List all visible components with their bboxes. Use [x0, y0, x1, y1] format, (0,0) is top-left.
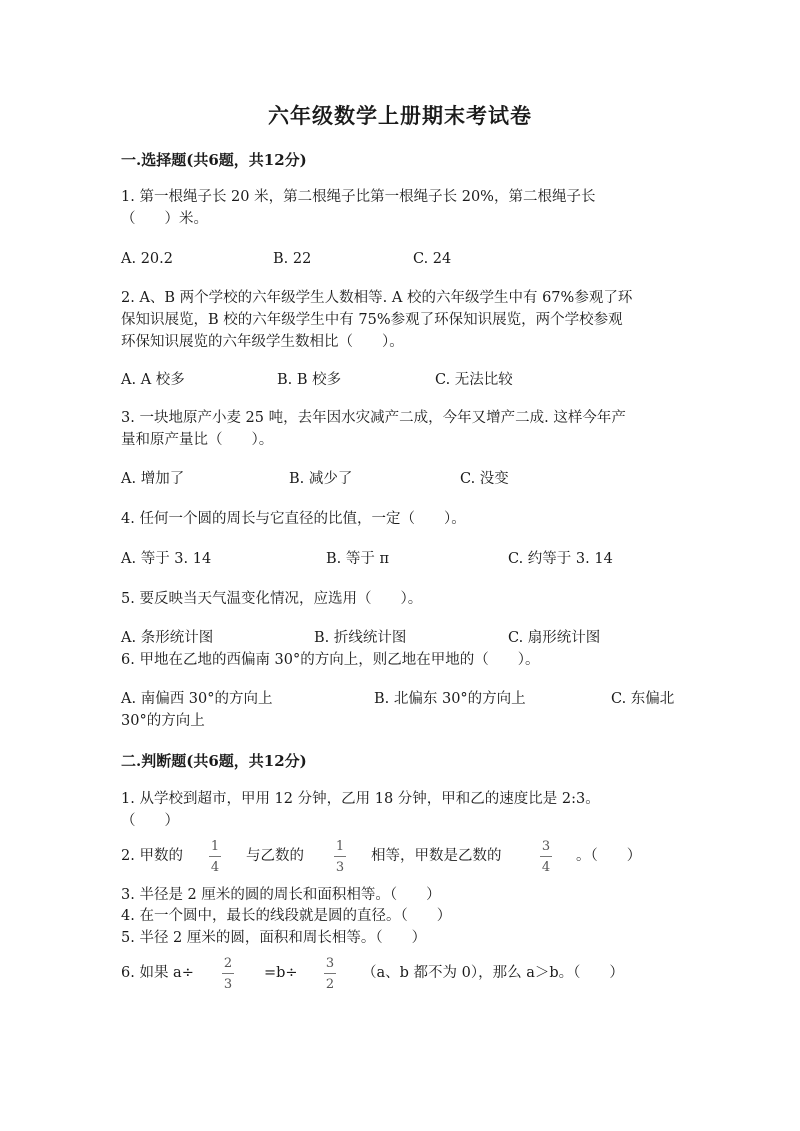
question-3-option-b: B. 减少了	[289, 471, 353, 487]
question-2-text: 2. A、B 两个学校的六年级学生人数相等. A 校的六年级学生中有 67%参观了环	[121, 290, 633, 306]
question-5-option-c: C. 扇形统计图	[508, 630, 601, 646]
question-6-option-a: A. 南偏西 30°的方向上	[121, 691, 273, 707]
question-3-text-cont: 量和原产量比（ ）。	[121, 432, 274, 448]
judge-5-text: 5. 半径 2 厘米的圆，面积和周长相等。（ ）	[121, 930, 427, 946]
judge-3-text: 3. 半径是 2 厘米的圆的周长和面积相等。（ ）	[121, 887, 441, 903]
fraction-numerator: 3	[325, 956, 335, 971]
fraction-bar	[334, 856, 346, 857]
fraction-numerator: 2	[223, 956, 233, 971]
judge-4-text: 4. 在一个圆中，最长的线段就是圆的直径。（ ）	[121, 908, 452, 924]
question-5-text: 5. 要反映当天气温变化情况，应选用（ ）。	[121, 591, 423, 607]
section-heading-judgement: 二.判断题(共6题，共12分)	[121, 752, 307, 770]
section-heading-choice: 一.选择题(共6题，共12分)	[121, 151, 307, 169]
fraction-denominator: 3	[223, 977, 233, 992]
fraction-bar	[222, 973, 234, 974]
question-2-text-cont2: 环保知识展览的六年级学生数相比（ ）。	[121, 334, 404, 350]
question-4-option-c: C. 约等于 3. 14	[508, 551, 613, 567]
question-2-option-b: B. B 校多	[277, 372, 342, 388]
fraction-denominator: 2	[325, 977, 335, 992]
question-1-text: 1. 第一根绳子长 20 米，第二根绳子比第一根绳子长 20%，第二根绳子长	[121, 189, 596, 205]
question-3-option-c: C. 没变	[460, 471, 509, 487]
judge-1-text-cont: （ ）	[121, 813, 179, 829]
judge-6-text-part3: （a、b 都不为 0），那么 a＞b。（ ）	[362, 965, 624, 981]
question-6-option-b: B. 北偏东 30°的方向上	[374, 691, 526, 707]
judge-2-text-part4: 。（ ）	[576, 848, 642, 864]
fraction-numerator: 3	[541, 839, 551, 854]
question-6-option-c-cont: 30°的方向上	[121, 713, 205, 729]
fraction-denominator: 4	[541, 860, 551, 875]
fraction-one-third	[334, 839, 346, 875]
judge-6-text-part1: 6. 如果 a÷	[121, 965, 194, 981]
fraction-denominator: 3	[335, 860, 345, 875]
question-1-text-cont: （ ）米。	[121, 211, 208, 227]
question-4-text: 4. 任何一个圆的周长与它直径的比值，一定（ ）。	[121, 511, 466, 527]
fraction-three-halves	[324, 956, 336, 992]
question-4-option-a: A. 等于 3. 14	[121, 551, 212, 567]
fraction-one-quarter	[209, 839, 221, 875]
judge-1-text: 1. 从学校到超市，甲用 12 分钟，乙用 18 分钟，甲和乙的速度比是 2:3。	[121, 791, 600, 807]
judge-6-text-part2: =b÷	[264, 965, 298, 981]
judge-2-text-part2: 与乙数的	[246, 848, 304, 864]
fraction-two-thirds	[222, 956, 234, 992]
fraction-numerator: 1	[335, 839, 345, 854]
question-5-option-b: B. 折线统计图	[314, 630, 407, 646]
fraction-bar	[324, 973, 336, 974]
fraction-three-quarters	[540, 839, 552, 875]
question-2-option-c: C. 无法比较	[435, 372, 513, 388]
question-1-option-b: B. 22	[273, 251, 312, 267]
page-title: 六年级数学上册期末考试卷	[268, 103, 532, 128]
judge-2-text-part1: 2. 甲数的	[121, 848, 183, 864]
question-3-text: 3. 一块地原产小麦 25 吨，去年因水灾减产二成，今年又增产二成. 这样今年产	[121, 410, 626, 426]
question-4-option-b: B. 等于 π	[326, 551, 390, 567]
fraction-numerator: 1	[210, 839, 220, 854]
judge-2-text-part3: 相等，甲数是乙数的	[371, 848, 502, 864]
question-6-text: 6. 甲地在乙地的西偏南 30°的方向上，则乙地在甲地的（ ）。	[121, 652, 540, 668]
fraction-denominator: 4	[210, 860, 220, 875]
question-1-option-c: C. 24	[413, 251, 452, 267]
question-2-text-cont1: 保知识展览，B 校的六年级学生中有 75%参观了环保知识展览，两个学校参观	[121, 312, 623, 328]
question-6-option-c: C. 东偏北	[611, 691, 675, 707]
fraction-bar	[540, 856, 552, 857]
question-2-option-a: A. A 校多	[121, 372, 185, 388]
fraction-bar	[209, 856, 221, 857]
question-3-option-a: A. 增加了	[121, 471, 185, 487]
question-5-option-a: A. 条形统计图	[121, 630, 214, 646]
question-1-option-a: A. 20.2	[121, 251, 173, 267]
